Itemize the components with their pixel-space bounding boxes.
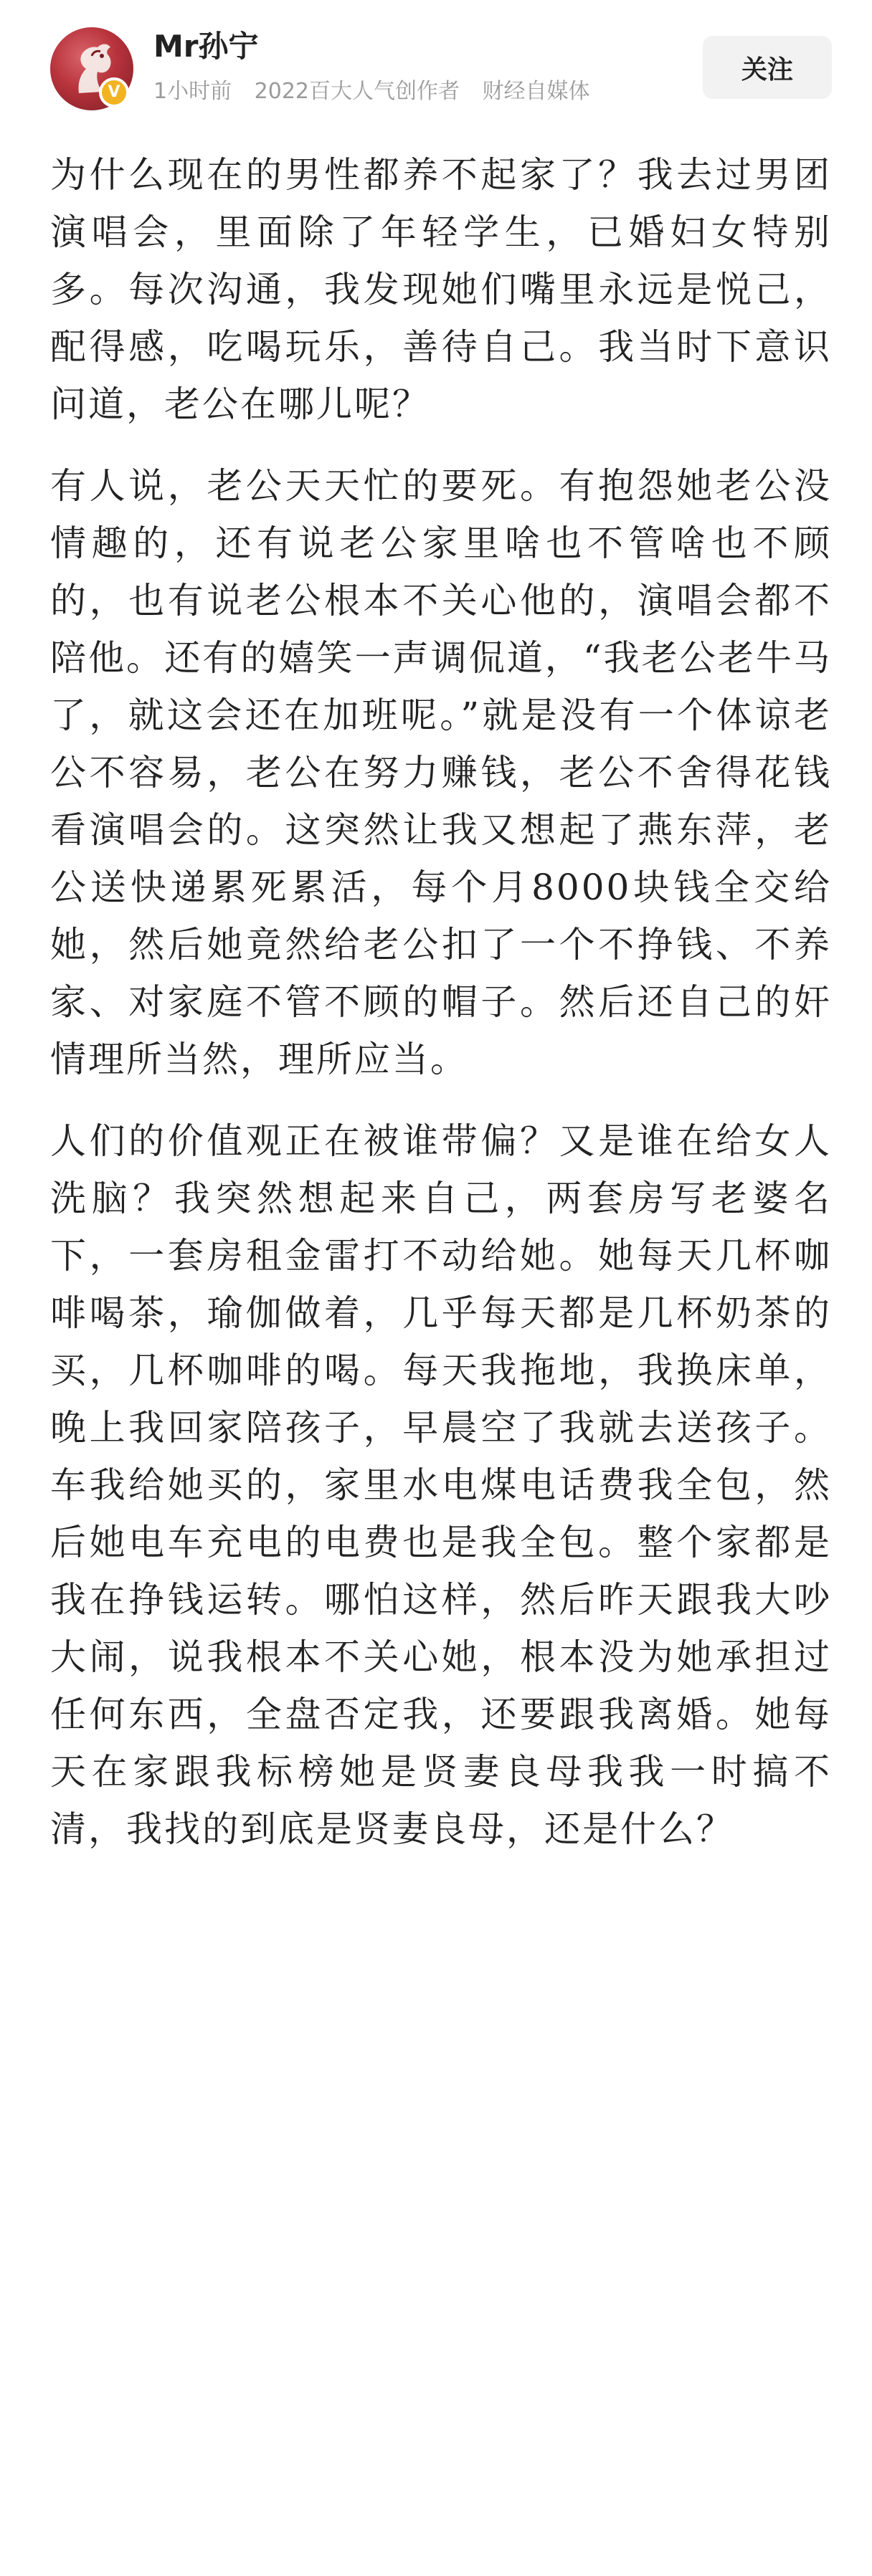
author-category: 财经自媒体 — [482, 79, 590, 104]
follow-button[interactable]: 关注 — [703, 36, 832, 99]
post-meta — [153, 79, 606, 105]
post-paragraph-1: 为什么现在的男性都养不起家了？我去过男团演唱会，里面除了年轻学生，已婚妇女特别多。每次沟通，我发现她们嘴里永远是悦己，配得感，吃喝玩乐，善待自己。我当时下意识问道，老公在哪儿呢？ — [50, 154, 832, 425]
author-name[interactable]: Mr孙宁 — [153, 29, 259, 64]
post-header — [0, 0, 872, 122]
post-body — [50, 146, 832, 1882]
author-honor: 2022百大人气创作者 — [254, 79, 460, 104]
verified-badge-icon: V — [99, 77, 129, 108]
post-paragraph-2: 有人说，老公天天忙的要死。有抱怨她老公没情趣的，还有说老公家里啥也不管啥也不顾的，也有说老公根本不关心他的，演唱会都不陪他。还有的嬉笑一声调侃道，“我老公老牛马了，就这会还在加班呢。”就是没有一个体谅老公不容易，老公在努力赚钱，老公不舍得花钱看演唱会的。这突然让我又想起了燕东萍，老公送快递累死累活，每个月8000块钱全交给她，然后她竟然给老公扣了一个不挣钱、不养家、对家庭不管不顾的帽子。然后还自己的奸情理所当然，理所应当。 — [50, 465, 832, 1080]
post-paragraph-3: 人们的价值观正在被谁带偏？又是谁在给女人洗脑？我突然想起来自己，两套房写老婆名下，一套房租金雷打不动给她。她每天几杯咖啡喝茶，瑜伽做着，几乎每天都是几杯奶茶的买，几杯咖啡的喝。每天我拖地，我换床单，晚上我回家陪孩子，早晨空了我就去送孩子。车我给她买的，家里水电煤电话费我全包，然后她电车充电的电费也是我全包。整个家都是我在挣钱运转。哪怕这样，然后昨天跟我大吵大闹，说我根本不关心她，根本没为她承担过任何东西，全盘否定我，还要跟我离婚。她每天在家跟我标榜她是贤妻良母我我一时搞不清，我找的到底是贤妻良母，还是什么？ — [50, 1120, 832, 1850]
post-time: 1小时前 — [153, 79, 232, 104]
